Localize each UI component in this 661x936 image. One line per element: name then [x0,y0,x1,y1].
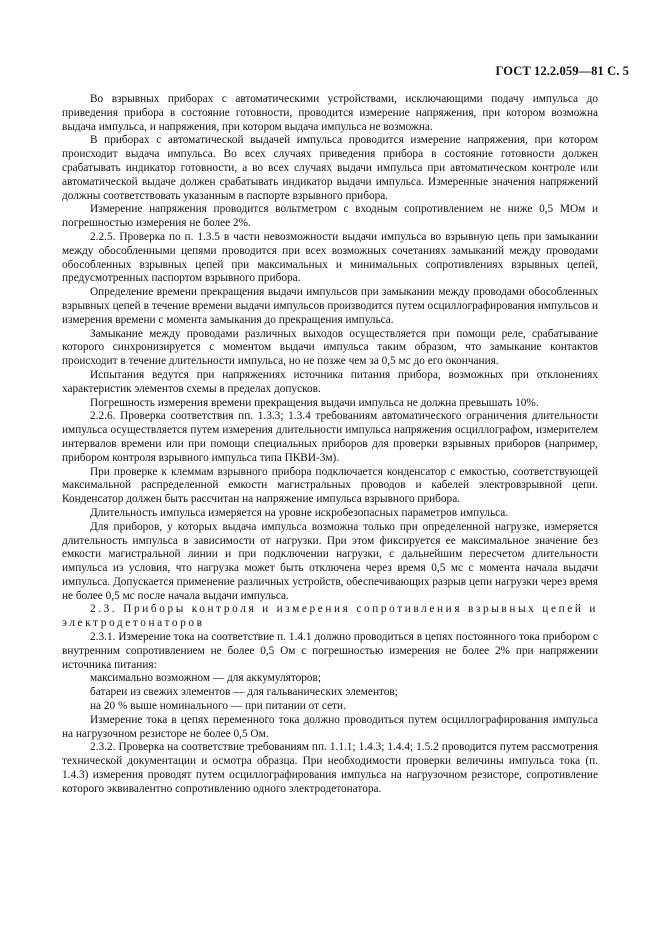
paragraph: Для приборов, у которых выдача импульса возможна только при определенной нагрузке, измеряется длительность импульса в зависимости от нагрузки. При этом фиксируется ее максимальное значение без емкости магистральной линии и при подключении нагрузки, с дальнейшим пересчетом длительности импульса из условия, что нагрузка может быть отключена через время 0,5 мс с момента начала выдачи импульса. Допускается применение различных устройств, обеспечивающих разрыв цепи нагрузки через время не более 0,5 мс после начала выдачи импульса. [62,520,598,602]
paragraph: При проверке к клеммам взрывного прибора подключается конденсатор с емкостью, соответствующей максимальной распределенной емкости магистральных проводов и кабелей электровзрывной цепи. Конденсатор должен быть рассчитан на напряжение импульса взрывного прибора. [62,465,598,506]
paragraph: Определение времени прекращения выдачи импульсов при замыкании между проводами обособленных взрывных цепей в течение времени выдачи импульсов производится путем осциллографирования импульсов и измерения времени с момента замыкания до прекращения импульса. [62,286,598,326]
paragraph: 2.3.1. Измерение тока на соответствие п. 1.4.1 должно проводиться в цепях постоянного тока прибором с внутренним сопротивлением не более 0,5 Ом с погрешностью измерения не более 2% при напряжении источника питания: [62,631,598,671]
paragraph: Измерение напряжения проводится вольтметром с входным сопротивлением не ниже 0,5 МОм и погрешностью измерения не более 2%. [62,203,598,230]
paragraph: Замыкание между проводами различных выходов осуществляется при помощи реле, срабатывание которого синхронизируется с моментом выдачи импульса таким образом, что замыкание контактов происходит в течение длительности импульса, но не позже чем за 0,5 мс до его окончания. [62,327,598,368]
paragraph: 2.2.5. Проверка по п. 1.3.5 в части невозможности выдачи импульса во взрывную цепь при замыкании между обособленными цепями проводится при всех возможных сочетаниях замыканий между проводами обособленных взрывных цепей при максимальных и минимальных сопротивлениях взрывных цепей, предусмотренных паспортом взрывного прибора. [62,230,598,285]
list-item: батареи из свежих элементов — для гальванических элементов; [90,686,398,699]
section-heading: 2.3. Приборы контроля и измерения сопротивления взрывных цепей и электродетонаторов [62,603,598,630]
page-header: ГОСТ 12.2.059—81 С. 5 [495,64,629,78]
paragraph: В приборах с автоматической выдачей импульса проводится измерение напряжения, при котором происходит выдача импульса. Во всех случаях приведения прибора в состояние готовности должен срабатывать индикатор готовности, а во всех случаях выдачи импульса при автоматическом контроле или автоматической выдаче должен срабатывать индикатор выдачи импульса. Измеренные значения напряжений должны соответствовать указанным в паспорте взрывного прибора. [62,134,598,202]
paragraph: Во взрывных приборах с автоматическими устройствами, исключающими подачу импульса до приведения прибора в состояние готовности, проводится измерение напряжения, при котором возможна выдача импульса, и напряжения, при котором выдача импульса не возможна. [62,93,598,133]
paragraph: Испытания ведутся при напряжениях источника питания прибора, возможных при отклонениях характеристик элементов схемы в пределах допусков. [62,368,598,395]
paragraph: Измерение тока в цепях переменного тока должно проводиться путем осциллографирования импульса на нагрузочном резисторе не более 0,5 Ом. [62,713,598,740]
paragraph: Погрешность измерения времени прекращения выдачи импульса не должна превышать 10%. [90,396,539,409]
paragraph: 2.2.6. Проверка соответствия пп. 1.3.3; 1.3.4 требованиям автоматического ограничения длительности импульса осуществляется путем измерения длительности импульса напряжения осциллографом, измерителем интервалов времени или при помощи специальных приборов для проверки взрывных приборов (например, прибором контроля взрывного импульса типа ПКВИ-3м). [62,410,598,464]
paragraph: 2.3.2. Проверка на соответствие требованиям пп. 1.1.1; 1.4.3; 1.4.4; 1.5.2 проводится путем рассмотрения технической документации и осмотра образца. При необходимости проверки величины импульса тока (п. 1.4.3) измерения проводят путем осциллографирования импульса на нагрузочном резисторе, сопротивление которого эквивалентно сопротивлению одного электродетонатора. [62,741,598,795]
list-item: максимально возможном — для аккумуляторов; [90,672,322,685]
paragraph: Длительность импульса измеряется на уровне искробезопасных параметров импульса. [90,506,509,519]
document-body [62,93,598,797]
list-item: на 20 % выше номинального — при питании от сети. [90,700,346,713]
